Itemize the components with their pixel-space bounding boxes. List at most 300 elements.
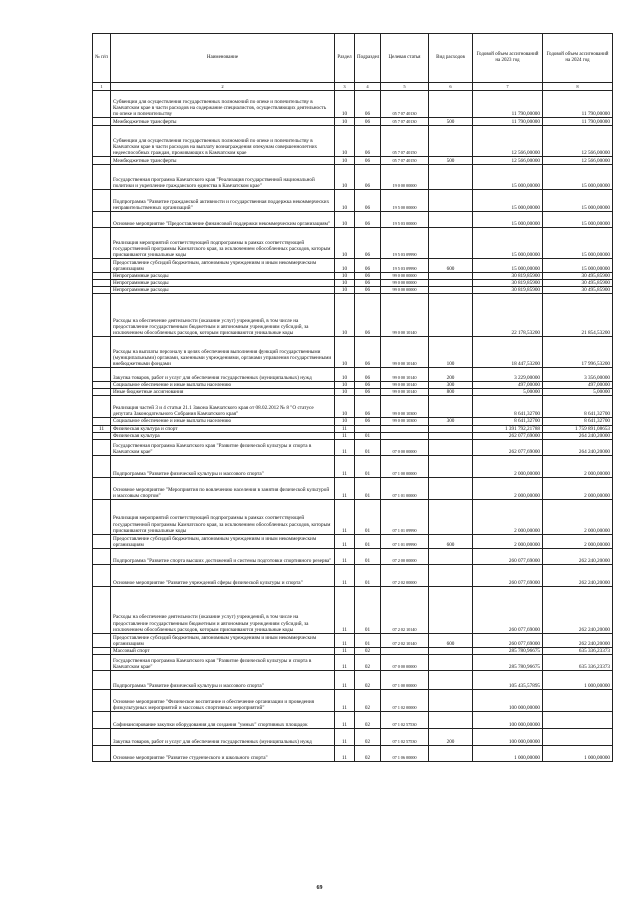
row-amount-2023: 262 077,69000 xyxy=(473,432,543,439)
row-razdel: 10 xyxy=(335,280,355,287)
row-razdel: 10 xyxy=(335,212,355,228)
table-row xyxy=(93,439,613,455)
row-razdel: 11 xyxy=(335,432,355,439)
row-podrazdel: 06 xyxy=(355,126,381,157)
row-expense-type xyxy=(429,396,473,418)
row-number: 11 xyxy=(93,425,111,432)
row-expense-type: 600 xyxy=(429,633,473,647)
row-number xyxy=(93,728,111,745)
row-target-article: 07 1 01 09990 xyxy=(381,499,429,534)
table-row xyxy=(93,280,613,287)
row-target-article: 99 0 00 10140 xyxy=(381,337,429,368)
row-podrazdel: 06 xyxy=(355,294,381,337)
row-name: Межбюджетные трансферты xyxy=(111,118,335,126)
row-amount-2023: 285 780,96675 xyxy=(473,654,543,670)
col-number: 8 xyxy=(543,83,613,91)
row-target-article: 07 1 00 00000 xyxy=(381,455,429,477)
row-podrazdel: 06 xyxy=(355,337,381,368)
budget-table-sheet xyxy=(92,33,612,762)
row-podrazdel: 01 xyxy=(355,586,381,633)
row-podrazdel xyxy=(355,425,381,432)
row-expense-type xyxy=(429,689,473,711)
row-number xyxy=(93,534,111,548)
row-name: Межбюджетные трансферты xyxy=(111,157,335,165)
header-expense-type: Вид расходов xyxy=(429,34,473,83)
row-expense-type: 100 xyxy=(429,337,473,368)
row-amount-2023: 12 566,00000 xyxy=(473,126,543,157)
row-expense-type xyxy=(429,439,473,455)
row-podrazdel: 01 xyxy=(355,439,381,455)
col-number: 6 xyxy=(429,83,473,91)
row-expense-type xyxy=(429,586,473,633)
row-amount-2023: 15 000,00000 xyxy=(473,212,543,228)
row-amount-2024: 8 641,32700 xyxy=(543,418,613,425)
row-name: Подпрограмма "Развитие физической культуры и массового спорта" xyxy=(111,670,335,689)
row-target-article xyxy=(381,432,429,439)
row-amount-2024: 15 000,00000 xyxy=(543,190,613,212)
table-row xyxy=(93,287,613,294)
row-target-article: 07 1 02 57530 xyxy=(381,711,429,728)
budget-table xyxy=(92,33,613,762)
table-row xyxy=(93,273,613,280)
row-amount-2024: 1 000,00000 xyxy=(543,670,613,689)
row-amount-2023: 5,00000 xyxy=(473,389,543,396)
row-name: Основное мероприятие "Физическое воспитание и обеспечение организации и проведения физкультурных мероприятий и массовых спортивных мероприятий" xyxy=(111,689,335,711)
row-expense-type: 200 xyxy=(429,728,473,745)
table-row xyxy=(93,689,613,711)
row-amount-2023: 100 000,00000 xyxy=(473,728,543,745)
row-target-article: 99 0 00 10300 xyxy=(381,418,429,425)
row-expense-type: 500 xyxy=(429,157,473,165)
row-number xyxy=(93,654,111,670)
row-amount-2023: 105 435,57895 xyxy=(473,670,543,689)
row-number xyxy=(93,294,111,337)
table-row xyxy=(93,586,613,633)
table-row xyxy=(93,670,613,689)
row-razdel: 10 xyxy=(335,228,355,259)
row-number xyxy=(93,118,111,126)
row-podrazdel: 06 xyxy=(355,418,381,425)
row-target-article: 05 7 07 40150 xyxy=(381,157,429,165)
row-name: Подпрограмма "Развитие спорта высших достижений и системы подготовки спортивного резерва" xyxy=(111,548,335,564)
table-row xyxy=(93,337,613,368)
row-expense-type: 300 xyxy=(429,418,473,425)
row-name: Предоставление субсидий бюджетным, автономным учреждениям и иным некоммерческим организациям xyxy=(111,534,335,548)
row-amount-2024: 2 000,00000 xyxy=(543,499,613,534)
row-amount-2023: 1 391 792,21788 xyxy=(473,425,543,432)
row-razdel: 10 xyxy=(335,273,355,280)
row-amount-2024: 21 854,53200 xyxy=(543,294,613,337)
row-target-article: 19 0 00 00000 xyxy=(381,165,429,190)
row-target-article: 07 2 02 10140 xyxy=(381,633,429,647)
row-razdel: 10 xyxy=(335,368,355,382)
row-amount-2024 xyxy=(543,728,613,745)
row-podrazdel: 06 xyxy=(355,273,381,280)
row-target-article: 07 1 01 09990 xyxy=(381,534,429,548)
row-number xyxy=(93,287,111,294)
row-name: Основное мероприятие "Предоставление финансовой поддержки некоммерческим организациям" xyxy=(111,212,335,228)
row-name: Реализация частей 3 и 4 статьи 21.1 Закона Камчатского края от 08.02.2012 № 8 "О статусе депутата Законодательного Собрания Камчатского края" xyxy=(111,396,335,418)
row-podrazdel: 06 xyxy=(355,382,381,389)
row-number xyxy=(93,455,111,477)
row-amount-2024: 264 240,20000 xyxy=(543,432,613,439)
row-number xyxy=(93,396,111,418)
row-razdel: 11 xyxy=(335,455,355,477)
row-number xyxy=(93,190,111,212)
row-number xyxy=(93,280,111,287)
row-amount-2023: 15 000,00000 xyxy=(473,165,543,190)
row-razdel: 10 xyxy=(335,382,355,389)
row-podrazdel: 06 xyxy=(355,259,381,273)
table-row xyxy=(93,728,613,745)
row-number xyxy=(93,212,111,228)
table-header-row xyxy=(93,34,613,83)
row-podrazdel: 06 xyxy=(355,190,381,212)
row-target-article: 99 0 00 00000 xyxy=(381,280,429,287)
row-podrazdel: 01 xyxy=(355,548,381,564)
col-number: 4 xyxy=(355,83,381,91)
row-expense-type xyxy=(429,273,473,280)
row-target-article: 05 7 07 40130 xyxy=(381,91,429,118)
row-razdel: 10 xyxy=(335,389,355,396)
row-podrazdel: 06 xyxy=(355,228,381,259)
row-amount-2023: 18 447,53200 xyxy=(473,337,543,368)
row-expense-type: 600 xyxy=(429,259,473,273)
table-row xyxy=(93,477,613,499)
row-expense-type: 500 xyxy=(429,118,473,126)
row-number xyxy=(93,259,111,273)
row-amount-2023: 15 000,00000 xyxy=(473,190,543,212)
row-amount-2024: 1 000,00000 xyxy=(543,745,613,761)
row-razdel: 10 xyxy=(335,91,355,118)
row-razdel: 11 xyxy=(335,548,355,564)
row-razdel: 10 xyxy=(335,337,355,368)
row-amount-2024: 30 495,85900 xyxy=(543,280,613,287)
table-row xyxy=(93,711,613,728)
row-number xyxy=(93,711,111,728)
row-name: Подпрограмма "Развитие физической культуры и массового спорта" xyxy=(111,455,335,477)
row-expense-type xyxy=(429,564,473,586)
row-number xyxy=(93,389,111,396)
row-expense-type xyxy=(429,432,473,439)
row-expense-type xyxy=(429,647,473,654)
row-expense-type xyxy=(429,228,473,259)
row-name: Предоставление субсидий бюджетным, автономным учреждениям и иным некоммерческим организациям xyxy=(111,259,335,273)
row-razdel: 11 xyxy=(335,711,355,728)
col-number: 7 xyxy=(473,83,543,91)
row-amount-2024: 11 790,00000 xyxy=(543,91,613,118)
row-number xyxy=(93,157,111,165)
row-podrazdel: 01 xyxy=(355,633,381,647)
row-razdel: 11 xyxy=(335,439,355,455)
row-podrazdel: 02 xyxy=(355,711,381,728)
page-number: 69 xyxy=(316,885,323,891)
row-amount-2023: 12 566,00000 xyxy=(473,157,543,165)
row-amount-2024: 635 336,23373 xyxy=(543,647,613,654)
row-target-article: 99 0 00 10140 xyxy=(381,294,429,337)
table-row xyxy=(93,382,613,389)
row-razdel: 11 xyxy=(335,534,355,548)
table-row xyxy=(93,633,613,647)
row-podrazdel: 06 xyxy=(355,368,381,382)
row-amount-2023: 11 790,00000 xyxy=(473,91,543,118)
row-name: Государственная программа Камчатского края "Развитие физической культуры и спорта в Камчатском крае" xyxy=(111,439,335,455)
row-podrazdel: 06 xyxy=(355,287,381,294)
row-target-article: 07 2 02 00000 xyxy=(381,564,429,586)
row-podrazdel: 06 xyxy=(355,157,381,165)
header-2024: Годовой объем ассигнований на 2024 год xyxy=(543,34,613,83)
row-target-article xyxy=(381,425,429,432)
row-amount-2023: 2 000,00000 xyxy=(473,499,543,534)
header-target-article: Целевая статья xyxy=(381,34,429,83)
row-amount-2023: 30 819,85900 xyxy=(473,280,543,287)
row-number xyxy=(93,499,111,534)
row-amount-2024: 2 000,00000 xyxy=(543,534,613,548)
row-target-article: 07 1 06 00000 xyxy=(381,745,429,761)
row-expense-type: 300 xyxy=(429,382,473,389)
row-name: Реализация мероприятий соответствующей подпрограммы в рамках соответствующей государственной программы Камчатского края, за исключением обособленных расходов, которым присваиваются уникальные коды xyxy=(111,499,335,534)
row-name: Подпрограмма "Развитие гражданской активности и государственная поддержка некоммерческих неправительственных организаций" xyxy=(111,190,335,212)
table-row xyxy=(93,294,613,337)
header-2023: Годовой объем ассигнований на 2023 год xyxy=(473,34,543,83)
row-amount-2024: 17 996,53200 xyxy=(543,337,613,368)
row-amount-2024: 12 566,00000 xyxy=(543,126,613,157)
row-expense-type xyxy=(429,548,473,564)
row-expense-type xyxy=(429,654,473,670)
row-number xyxy=(93,477,111,499)
row-target-article: 05 7 07 40150 xyxy=(381,126,429,157)
table-row xyxy=(93,425,613,432)
row-target-article: 07 1 01 00000 xyxy=(381,477,429,499)
table-row xyxy=(93,534,613,548)
row-name: Массовый спорт xyxy=(111,647,335,654)
row-name: Основное мероприятие "Развитие учреждений сферы физической культуры и спорта" xyxy=(111,564,335,586)
row-amount-2023: 15 000,00000 xyxy=(473,259,543,273)
row-podrazdel: 06 xyxy=(355,396,381,418)
row-expense-type: 600 xyxy=(429,534,473,548)
row-name: Иные бюджетные ассигнования xyxy=(111,389,335,396)
row-name: Реализация мероприятий соответствующей подпрограммы в рамках соответствующей государственной программы Камчатского края, за исключением обособленных расходов, которым присваиваются уникальные коды xyxy=(111,228,335,259)
row-name: Государственная программа Камчатского края "Развитие физической культуры и спорта в Камчатском крае" xyxy=(111,654,335,670)
row-target-article: 99 0 00 10140 xyxy=(381,389,429,396)
row-number xyxy=(93,165,111,190)
row-target-article: 07 2 00 00000 xyxy=(381,548,429,564)
row-number xyxy=(93,91,111,118)
row-target-article: 07 0 00 00000 xyxy=(381,439,429,455)
row-amount-2023: 22 178,53200 xyxy=(473,294,543,337)
row-number xyxy=(93,368,111,382)
row-amount-2023: 30 819,85900 xyxy=(473,273,543,280)
row-target-article: 05 7 07 40130 xyxy=(381,118,429,126)
header-no: № п/п xyxy=(93,34,111,83)
row-podrazdel: 01 xyxy=(355,477,381,499)
row-amount-2024: 8 641,32700 xyxy=(543,396,613,418)
row-amount-2024: 15 000,00000 xyxy=(543,165,613,190)
row-podrazdel: 01 xyxy=(355,534,381,548)
row-expense-type: 800 xyxy=(429,389,473,396)
row-name: Субвенции для осуществления государственных полномочий по опеке и попечительству в Камчатском крае в части расходов на выплату вознаграждения опекунам совершеннолетних недееспособных граждан, проживающих в Камчатском крае xyxy=(111,126,335,157)
row-expense-type xyxy=(429,477,473,499)
table-row xyxy=(93,368,613,382)
row-number xyxy=(93,439,111,455)
row-razdel: 10 xyxy=(335,165,355,190)
row-expense-type xyxy=(429,745,473,761)
row-razdel: 10 xyxy=(335,418,355,425)
row-name: Государственная программа Камчатского края "Реализация государственной национальной политики и укрепление гражданского единства в Камчатском крае" xyxy=(111,165,335,190)
row-amount-2023: 497,00000 xyxy=(473,382,543,389)
row-razdel: 10 xyxy=(335,157,355,165)
header-razdel: Раздел xyxy=(335,34,355,83)
table-row xyxy=(93,91,613,118)
row-amount-2024: 15 000,00000 xyxy=(543,259,613,273)
row-target-article: 07 1 02 00000 xyxy=(381,689,429,711)
table-row xyxy=(93,126,613,157)
row-number xyxy=(93,670,111,689)
table-row xyxy=(93,190,613,212)
row-expense-type xyxy=(429,126,473,157)
row-amount-2024: 12 566,00000 xyxy=(543,157,613,165)
row-expense-type xyxy=(429,212,473,228)
row-number xyxy=(93,548,111,564)
col-number: 3 xyxy=(335,83,355,91)
row-razdel: 11 xyxy=(335,586,355,633)
row-amount-2023: 260 077,69000 xyxy=(473,586,543,633)
header-podrazdel: Подраздел xyxy=(355,34,381,83)
row-razdel: 10 xyxy=(335,126,355,157)
row-razdel: 10 xyxy=(335,396,355,418)
row-podrazdel: 01 xyxy=(355,432,381,439)
row-razdel: 11 xyxy=(335,425,355,432)
row-name: Непрограммные расходы xyxy=(111,287,335,294)
row-amount-2024: 15 000,00000 xyxy=(543,228,613,259)
row-number xyxy=(93,337,111,368)
row-amount-2024: 1 759 891,08653 xyxy=(543,425,613,432)
row-amount-2023: 8 641,32700 xyxy=(473,418,543,425)
row-podrazdel: 02 xyxy=(355,689,381,711)
row-target-article: 07 2 02 10140 xyxy=(381,586,429,633)
row-name: Субвенции для осуществления государственных полномочий по опеке и попечительству в Камчатском крае в части расходов на содержание специалистов, осуществляющих деятельность по опеке и попечительству xyxy=(111,91,335,118)
row-expense-type xyxy=(429,711,473,728)
row-name: Предоставление субсидий бюджетным, автономным учреждениям и иным некоммерческим организациям xyxy=(111,633,335,647)
table-row xyxy=(93,389,613,396)
table-row xyxy=(93,432,613,439)
row-razdel: 11 xyxy=(335,633,355,647)
table-row xyxy=(93,455,613,477)
row-podrazdel: 06 xyxy=(355,165,381,190)
table-body xyxy=(93,91,613,762)
row-number xyxy=(93,564,111,586)
row-razdel: 11 xyxy=(335,689,355,711)
table-row xyxy=(93,418,613,425)
row-expense-type: 200 xyxy=(429,368,473,382)
row-podrazdel: 01 xyxy=(355,499,381,534)
row-name: Расходы на обеспечение деятельности (оказание услуг) учреждений, в том числе на предоставление государственным бюджетным и автономным учреждениям субсидий, за исключением обособленных расходов, которым присваиваются уникальные коды xyxy=(111,294,335,337)
row-razdel: 11 xyxy=(335,728,355,745)
row-amount-2024: 11 790,00000 xyxy=(543,118,613,126)
row-razdel: 10 xyxy=(335,190,355,212)
row-razdel: 10 xyxy=(335,294,355,337)
row-number xyxy=(93,228,111,259)
row-amount-2024: 262 240,20000 xyxy=(543,564,613,586)
row-number xyxy=(93,382,111,389)
table-row xyxy=(93,118,613,126)
row-podrazdel: 01 xyxy=(355,455,381,477)
row-amount-2024: 635 336,23373 xyxy=(543,654,613,670)
row-target-article: 19 5 03 09990 xyxy=(381,259,429,273)
row-amount-2024 xyxy=(543,711,613,728)
table-row xyxy=(93,212,613,228)
row-expense-type xyxy=(429,670,473,689)
row-amount-2024: 30 495,85900 xyxy=(543,287,613,294)
row-target-article: 19 5 03 09990 xyxy=(381,228,429,259)
row-expense-type xyxy=(429,425,473,432)
row-razdel: 10 xyxy=(335,259,355,273)
table-row xyxy=(93,745,613,761)
col-number: 5 xyxy=(381,83,429,91)
table-row xyxy=(93,165,613,190)
row-podrazdel: 02 xyxy=(355,647,381,654)
row-number xyxy=(93,418,111,425)
row-name: Непрограммные расходы xyxy=(111,280,335,287)
row-amount-2024: 15 000,00000 xyxy=(543,212,613,228)
row-razdel: 11 xyxy=(335,647,355,654)
row-name: Основное мероприятие "Развитие студенческого и школьного спорта" xyxy=(111,745,335,761)
row-target-article: 19 5 00 00000 xyxy=(381,190,429,212)
row-expense-type xyxy=(429,455,473,477)
row-razdel: 10 xyxy=(335,287,355,294)
row-number xyxy=(93,745,111,761)
row-amount-2023: 3 229,00000 xyxy=(473,368,543,382)
row-name: Непрограммные расходы xyxy=(111,273,335,280)
row-podrazdel: 02 xyxy=(355,670,381,689)
row-expense-type xyxy=(429,287,473,294)
row-podrazdel: 02 xyxy=(355,745,381,761)
row-razdel: 11 xyxy=(335,499,355,534)
row-amount-2023: 100 000,00000 xyxy=(473,711,543,728)
table-row xyxy=(93,259,613,273)
row-number xyxy=(93,689,111,711)
row-number xyxy=(93,273,111,280)
col-number: 1 xyxy=(93,83,111,91)
row-amount-2023: 260 077,69000 xyxy=(473,564,543,586)
row-target-article: 19 5 03 00000 xyxy=(381,212,429,228)
row-amount-2023: 285 780,96675 xyxy=(473,647,543,654)
row-amount-2023: 1 000,00000 xyxy=(473,745,543,761)
row-podrazdel: 06 xyxy=(355,91,381,118)
row-name: Физическая культура xyxy=(111,432,335,439)
row-name: Физическая культура и спорт xyxy=(111,425,335,432)
row-number xyxy=(93,126,111,157)
row-expense-type xyxy=(429,165,473,190)
row-amount-2024: 3 356,00000 xyxy=(543,368,613,382)
row-razdel: 11 xyxy=(335,564,355,586)
table-row xyxy=(93,647,613,654)
row-target-article: 99 0 00 00000 xyxy=(381,273,429,280)
table-row xyxy=(93,564,613,586)
row-target-article xyxy=(381,647,429,654)
row-amount-2024: 30 495,85900 xyxy=(543,273,613,280)
row-target-article: 99 0 00 00000 xyxy=(381,287,429,294)
row-name: Закупка товаров, работ и услуг для обеспечения государственных (муниципальных) нужд xyxy=(111,728,335,745)
row-target-article: 07 1 00 00000 xyxy=(381,670,429,689)
row-number xyxy=(93,633,111,647)
row-expense-type xyxy=(429,294,473,337)
table-row xyxy=(93,396,613,418)
table-row xyxy=(93,499,613,534)
row-target-article: 99 0 00 10300 xyxy=(381,396,429,418)
header-name: Наименование xyxy=(111,34,335,83)
row-target-article: 99 0 00 10140 xyxy=(381,368,429,382)
